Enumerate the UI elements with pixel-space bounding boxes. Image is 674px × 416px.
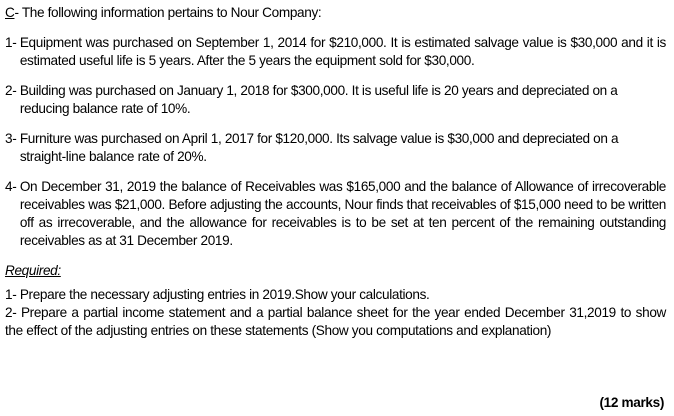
info-item-equipment bbox=[5, 34, 666, 70]
item-text: On December 31, 2019 the balance of Receivables was $165,000 and the balance of Allowance of irrecoverable receivables was $21,000. Before adjusting the accounts, Nour finds that receivables of $15,000 need to be written off as irrecoverable, and the allowance for receivables is to be set at ten percent of the remaining outstanding receivables as at 31 December 2019. bbox=[19, 179, 666, 248]
item-number: 4- bbox=[5, 179, 20, 194]
info-item-receivables bbox=[5, 178, 666, 250]
item-number: 2- bbox=[5, 83, 20, 98]
heading-letter: C bbox=[5, 5, 15, 20]
question-heading bbox=[5, 4, 666, 22]
info-item-furniture bbox=[5, 130, 666, 166]
item-text: Building was purchased on January 1, 2018 for $300,000. It is useful life is 20 years and depreciated on a reducing balance rate of 10%. bbox=[19, 83, 618, 116]
heading-text: - The following information pertains to Nour Company: bbox=[14, 5, 322, 20]
required-task-adjusting-entries: 1- Prepare the necessary adjusting entries in 2019.Show your calculations. bbox=[5, 287, 430, 302]
item-number: 3- bbox=[5, 131, 20, 146]
item-text: Furniture was purchased on April 1, 2017 for $120,000. Its salvage value is $30,000 and depreciated on a straight-line balance rate of 20%. bbox=[19, 131, 619, 164]
item-text: Equipment was purchased on September 1, 2014 for $210,000. It is estimated salvage value is $30,000 and it is estimated useful life is 5 years. After the 5 years the equipment sold for $30,000. bbox=[19, 35, 666, 68]
required-label: Required: bbox=[5, 263, 61, 278]
required-task-statements: 2- Prepare a partial income statement and a partial balance sheet for the year ended December 31,2019 to show the effect of the adjusting entries on these statements (Show you computations and explanation) bbox=[5, 305, 666, 338]
marks-label: (12 marks) bbox=[599, 395, 664, 410]
info-item-building bbox=[5, 82, 666, 118]
item-number: 1- bbox=[5, 35, 20, 50]
